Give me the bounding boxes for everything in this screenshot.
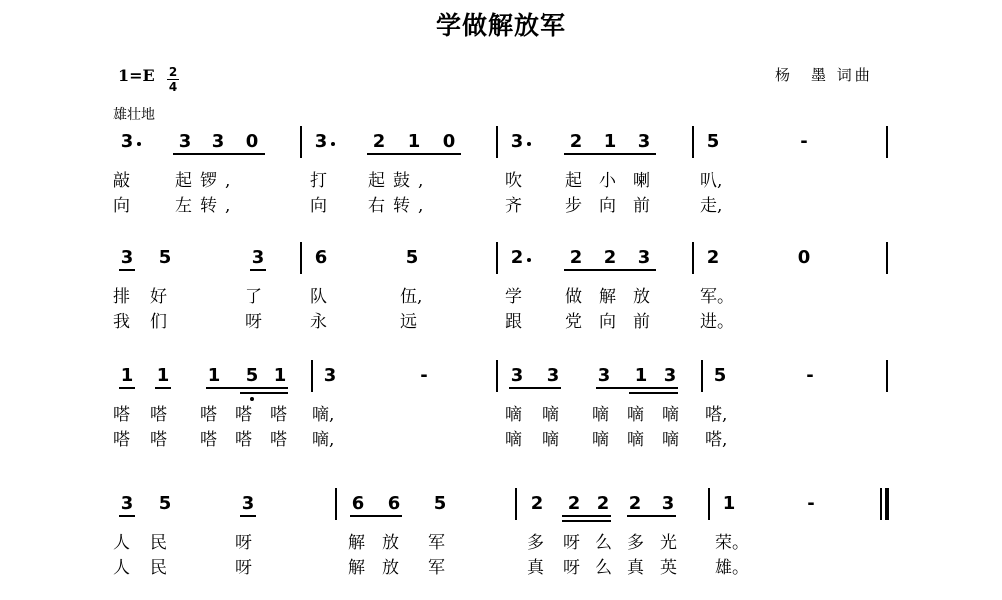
dash: - [806,365,814,386]
note: 5 [405,247,419,268]
note: 2 [569,247,583,268]
lyric: 嘀 [505,430,522,450]
sixteenth-underline [562,520,611,522]
lyric: 解 [599,287,616,307]
note: 5 [706,131,720,152]
lyric: 嗒 [270,405,287,425]
eighth-underline [596,387,678,389]
lyric: 呀 [245,312,262,332]
lyric: 好 [150,287,167,307]
note: 3 [211,131,225,152]
lyric: 向 [599,196,616,216]
lyric: 么 [595,558,612,578]
sixteenth-underline [119,387,135,389]
time-signature-top: 2 [168,65,178,79]
lyric: 吹 [505,171,522,191]
tempo-marking: 雄壮地 [113,107,155,123]
lyric: 民 [150,533,167,553]
eighth-underline [564,269,656,271]
lyric: 进。 [700,312,734,332]
barline [311,360,313,392]
augmentation-dot [331,142,335,146]
eighth-underline [564,153,656,155]
barline [496,126,498,158]
note: 1 [273,365,287,386]
lyric: 嗒, [705,405,728,425]
sixteenth-underline [629,392,678,394]
barline [515,488,517,520]
lyric: 雄。 [715,558,749,578]
lyric: 向 [113,196,130,216]
lyric: 民 [150,558,167,578]
lyric: 呀 [235,558,252,578]
lyric: 喇 [633,171,650,191]
lyric: 多 [627,533,644,553]
lyric: 打 [310,171,327,191]
barline [335,488,337,520]
note: 1 [634,365,648,386]
lyric: 嘀 [662,405,679,425]
lyric: 嘀, [312,405,335,425]
lyric: 真 [627,558,644,578]
time-signature [167,66,179,93]
eighth-underline [509,387,561,389]
note: 3 [663,365,677,386]
lyric: 嗒 [113,430,130,450]
lyric: 向 [310,196,327,216]
eighth-underline [119,515,135,517]
lyric: 党 [565,312,582,332]
dash: - [420,365,428,386]
lyric: 起锣, [175,171,239,191]
barline [886,242,888,274]
note: 2 [510,247,524,268]
eighth-underline [173,153,265,155]
lyric: 嘀 [627,405,644,425]
lyric: 队 [310,287,327,307]
lyric: 永 [310,312,327,332]
key-signature: 1=E [118,66,155,85]
note: 2 [603,247,617,268]
note: 1 [120,365,134,386]
note: 1 [407,131,421,152]
barline [300,126,302,158]
note: 3 [323,365,337,386]
lyric: 么 [595,533,612,553]
eighth-underline [240,515,256,517]
note: 3 [314,131,328,152]
note: 2 [569,131,583,152]
note: 6 [351,493,365,514]
lyric: 向 [599,312,616,332]
lyric: 嘀 [662,430,679,450]
augmentation-dot [527,142,531,146]
lyric: 起鼓, [368,171,432,191]
augmentation-dot [137,142,141,146]
dash: - [807,493,815,514]
note: 3 [510,131,524,152]
note: 3 [178,131,192,152]
barline [886,360,888,392]
dash: - [800,131,808,152]
barline [496,360,498,392]
note: 3 [510,365,524,386]
note: 2 [530,493,544,514]
note: 5 [713,365,727,386]
barline [496,242,498,274]
lyric: 英 [660,558,677,578]
lyric: 嘀 [627,430,644,450]
lyric: 嘀 [542,405,559,425]
note: 0 [797,247,811,268]
note: 6 [387,493,401,514]
lyric: 人 [113,533,130,553]
lyric: 嘀 [592,405,609,425]
lyric: 放 [382,558,399,578]
note: 2 [596,493,610,514]
augmentation-dot [527,258,531,262]
time-signature-bottom: 4 [168,80,178,94]
lyric: 嗒 [235,405,252,425]
note: 2 [628,493,642,514]
lyric: 呀 [563,533,580,553]
lyric: 荣。 [715,533,749,553]
lyric: 解 [348,533,365,553]
note: 2 [567,493,581,514]
lyric: 了 [245,287,262,307]
song-title: 学做解放军 [435,11,566,40]
eighth-underline [206,387,288,389]
note: 2 [706,247,720,268]
lyric: 起 [565,171,582,191]
lyric: 嗒, [705,430,728,450]
lyric: 敲 [113,171,130,191]
barline [886,126,888,158]
sixteenth-underline [240,392,288,394]
lyric: 伍, [400,287,423,307]
lyric: 嘀 [592,430,609,450]
note: 0 [245,131,259,152]
note: 3 [241,493,255,514]
note: 3 [120,131,134,152]
eighth-underline [350,515,402,517]
lyric: 学 [505,287,522,307]
note: 3 [597,365,611,386]
note: 0 [442,131,456,152]
note: 3 [637,131,651,152]
lyric: 我 [113,312,130,332]
lyric: 做 [565,287,582,307]
barline [692,126,694,158]
lyric: 呀 [235,533,252,553]
lyric: 多 [527,533,544,553]
barline [692,242,694,274]
note: 3 [120,493,134,514]
lyric: 走, [700,196,723,216]
lyric: 真 [527,558,544,578]
note: 3 [251,247,265,268]
lyric: 步 [565,196,582,216]
lyric: 们 [150,312,167,332]
barline [701,360,703,392]
lyric: 嘀, [312,430,335,450]
note: 3 [120,247,134,268]
lyric: 嗒 [200,405,217,425]
eighth-underline [562,515,611,517]
lyric: 嘀 [505,405,522,425]
eighth-underline [367,153,461,155]
note: 1 [722,493,736,514]
barline [708,488,710,520]
lyric: 嘀 [542,430,559,450]
lyric: 左转, [175,196,239,216]
lyric: 排 [113,287,130,307]
lyric: 右转, [368,196,432,216]
sixteenth-underline [155,387,171,389]
note: 1 [156,365,170,386]
lyric: 放 [382,533,399,553]
lyric: 嗒 [200,430,217,450]
lyric: 嗒 [150,430,167,450]
note: 5 [158,493,172,514]
eighth-underline [627,515,676,517]
lyric: 齐 [505,196,522,216]
lyric: 前 [633,196,650,216]
lyric: 前 [633,312,650,332]
lyric: 军 [428,558,445,578]
lyric: 叭, [700,171,723,191]
lyric: 军。 [700,287,734,307]
final-barline-thick [885,488,889,520]
note: 1 [603,131,617,152]
lyric: 放 [633,287,650,307]
note: 3 [546,365,560,386]
lyric: 远 [400,312,417,332]
note: 5 [245,365,259,386]
barline [300,242,302,274]
lyric: 嗒 [235,430,252,450]
lyric: 解 [348,558,365,578]
lyric: 人 [113,558,130,578]
note: 6 [314,247,328,268]
lyricist-composer-credit: 杨 墨 词曲 [775,66,873,84]
note: 2 [372,131,386,152]
eighth-underline [119,269,135,271]
lyric: 小 [599,171,616,191]
lyric: 嗒 [150,405,167,425]
note: 5 [158,247,172,268]
final-barline-thin [880,488,882,520]
note: 5 [433,493,447,514]
lyric: 嗒 [113,405,130,425]
eighth-underline [250,269,266,271]
lyric: 军 [428,533,445,553]
note: 3 [661,493,675,514]
low-octave-dot [250,397,254,401]
lyric: 呀 [563,558,580,578]
lyric: 跟 [505,312,522,332]
note: 3 [637,247,651,268]
note: 1 [207,365,221,386]
lyric: 嗒 [270,430,287,450]
lyric: 光 [660,533,677,553]
